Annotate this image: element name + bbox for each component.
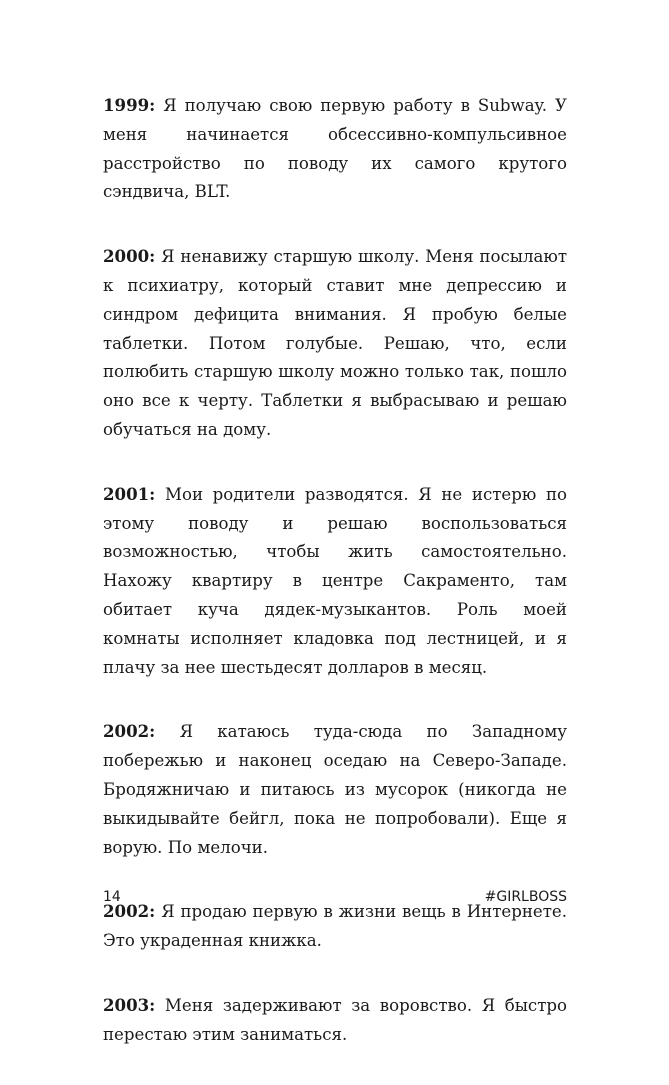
entry-text: Я получаю свою первую работу в Subway. У меня начинается обсессивно-компульсивное расстройство по поводу их самого крутого сэндвича, BLT. (103, 96, 567, 202)
entry-year: 1999: (103, 95, 156, 115)
timeline-entry-2000 (103, 242, 567, 445)
entry-paragraph (103, 991, 567, 1050)
entry-year: 2001: (103, 483, 156, 504)
timeline-entry-2002-b (103, 897, 567, 956)
timeline-entry-2003 (103, 991, 567, 1050)
entry-paragraph (103, 717, 567, 862)
entry-text: Мои родители разводятся. Я не истерю по этому поводу и решаю воспользоваться возможностью, чтобы жить самостоятельно. Нахожу квартиру в центре Сакраменто, там обитает куча дядек-музыкантов. Роль моей комнаты исполняет кладовка под лестницей, и я плачу за нее шестьдесят долларов в месяц. (103, 484, 568, 677)
entry-paragraph (103, 242, 567, 445)
page-number: 14 (103, 889, 121, 905)
entry-text: Я ненавижу старшую школу. Меня посылают к психиатру, который ставит мне депрессию и синдром дефицита внимания. Я пробую белые таблетки. Потом голубые. Решаю, что, если полюбить старшую школу можно только так, пошло оно все к черту. Таблетки я выбрасываю и решаю обучаться на дому. (103, 247, 568, 439)
entry-year: 2003: (103, 994, 156, 1015)
entry-paragraph (103, 480, 567, 683)
timeline-entry-1999 (103, 91, 567, 207)
entry-text: Я продаю первую в жизни вещь в Интернете. Это украденная книжка. (103, 902, 568, 951)
running-title: #GIRLBOSS (484, 889, 567, 905)
entry-year: 2002: (103, 901, 156, 922)
timeline-entry-2001 (103, 480, 567, 683)
entry-paragraph (103, 91, 567, 207)
page-body (103, 91, 567, 1085)
timeline-entry-2002-a (103, 717, 567, 862)
entry-year: 2000: (103, 246, 156, 267)
entry-text: Меня задерживают за воровство. Я быстро перестаю этим заниматься. (103, 995, 567, 1044)
entry-paragraph (103, 897, 567, 956)
entry-year: 2002: (103, 721, 156, 742)
page-footer (103, 889, 567, 905)
entry-text: Я катаюсь туда-сюда по Западному побережью и наконец оседаю на Северо-Западе. Бродяжничаю и питаюсь из мусорок (никогда не выкидывайте бейгл, пока не попробовали). Еще я ворую. По мелочи. (103, 722, 567, 857)
